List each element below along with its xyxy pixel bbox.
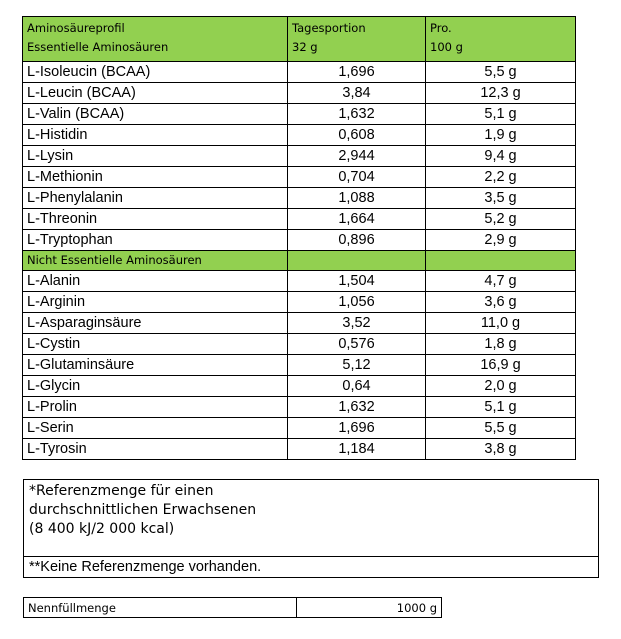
per100-value: 5,2 g (426, 209, 576, 230)
portion-value: 1,504 (288, 271, 426, 292)
per100-value: 16,9 g (426, 355, 576, 376)
amino-acid-name: L-Tyrosin (23, 439, 288, 460)
table-row (23, 334, 576, 355)
amino-acid-name: L-Threonin (23, 209, 288, 230)
portion-value: 1,632 (288, 397, 426, 418)
amino-acid-name: L-Cystin (23, 334, 288, 355)
table-row (23, 104, 576, 125)
header-per100-amount: 100 g (430, 40, 463, 54)
per100-value: 1,9 g (426, 125, 576, 146)
per100-value: 4,7 g (426, 271, 576, 292)
portion-value: 0,896 (288, 230, 426, 251)
section-empty-cell (288, 251, 426, 271)
table-row (23, 292, 576, 313)
table-row (23, 83, 576, 104)
table-row (23, 62, 576, 83)
per100-value: 5,1 g (426, 397, 576, 418)
portion-value: 1,088 (288, 188, 426, 209)
per100-value: 1,8 g (426, 334, 576, 355)
table-row (23, 355, 576, 376)
header-portion-cell (288, 17, 426, 62)
table-row (23, 376, 576, 397)
per100-value: 5,5 g (426, 418, 576, 439)
amino-acid-name: L-Asparaginsäure (23, 313, 288, 334)
amino-acid-name: L-Isoleucin (BCAA) (23, 62, 288, 83)
nonessential-section-title: Nicht Essentielle Aminosäuren (23, 251, 288, 271)
per100-value: 12,3 g (426, 83, 576, 104)
per100-value: 5,1 g (426, 104, 576, 125)
reference-line-1: *Referenzmenge für einen (29, 483, 214, 499)
section-empty-cell (426, 251, 576, 271)
amino-acid-name: L-Leucin (BCAA) (23, 83, 288, 104)
table-row (23, 125, 576, 146)
header-essential-title: Essentielle Aminosäuren (27, 40, 169, 54)
amino-acid-name: L-Prolin (23, 397, 288, 418)
header-per100-cell (426, 17, 576, 62)
header-profile-cell (23, 17, 288, 62)
per100-value: 2,0 g (426, 376, 576, 397)
no-reference-text: **Keine Referenzmenge vorhanden. (29, 559, 262, 575)
reference-note-box (23, 479, 599, 557)
amino-acid-name: L-Histidin (23, 125, 288, 146)
amino-acid-name: L-Phenylalanin (23, 188, 288, 209)
portion-value: 1,632 (288, 104, 426, 125)
header-portion-label: Tagesportion (292, 21, 366, 35)
portion-value: 5,12 (288, 355, 426, 376)
portion-value: 0,704 (288, 167, 426, 188)
table-header-row (23, 17, 576, 62)
header-per100-label: Pro. (430, 21, 452, 35)
amino-acid-name: L-Alanin (23, 271, 288, 292)
amino-acid-name: L-Glycin (23, 376, 288, 397)
amino-acid-name: L-Methionin (23, 167, 288, 188)
portion-value: 1,664 (288, 209, 426, 230)
amino-acid-name: L-Glutaminsäure (23, 355, 288, 376)
per100-value: 3,5 g (426, 188, 576, 209)
table-row (23, 418, 576, 439)
table-row (23, 209, 576, 230)
per100-value: 9,4 g (426, 146, 576, 167)
table-row (23, 397, 576, 418)
net-quantity-row (24, 598, 442, 618)
portion-value: 2,944 (288, 146, 426, 167)
per100-value: 3,6 g (426, 292, 576, 313)
net-quantity-value: 1000 g (297, 598, 442, 618)
section-header-row (23, 251, 576, 271)
portion-value: 0,608 (288, 125, 426, 146)
table-row (23, 188, 576, 209)
per100-value: 11,0 g (426, 313, 576, 334)
amino-acid-name: L-Lysin (23, 146, 288, 167)
portion-value: 1,056 (288, 292, 426, 313)
per100-value: 5,5 g (426, 62, 576, 83)
net-quantity-label: Nennfüllmenge (24, 598, 297, 618)
amino-acid-name: L-Arginin (23, 292, 288, 313)
per100-value: 2,2 g (426, 167, 576, 188)
portion-value: 1,696 (288, 418, 426, 439)
portion-value: 3,52 (288, 313, 426, 334)
portion-value: 0,576 (288, 334, 426, 355)
header-profile-title: Aminosäureprofil (27, 21, 125, 35)
table-row (23, 230, 576, 251)
portion-value: 0,64 (288, 376, 426, 397)
amino-acid-name: L-Tryptophan (23, 230, 288, 251)
reference-line-2: durchschnittlichen Erwachsenen (29, 502, 257, 518)
portion-value: 1,184 (288, 439, 426, 460)
per100-value: 3,8 g (426, 439, 576, 460)
header-portion-amount: 32 g (292, 40, 318, 54)
no-reference-note-box (23, 556, 599, 578)
table-row (23, 167, 576, 188)
portion-value: 1,696 (288, 62, 426, 83)
net-quantity-table (23, 597, 442, 618)
table-row (23, 313, 576, 334)
per100-value: 2,9 g (426, 230, 576, 251)
amino-acid-table (22, 16, 576, 460)
table-row (23, 439, 576, 460)
amino-acid-name: L-Serin (23, 418, 288, 439)
reference-line-3: (8 400 kJ/2 000 kcal) (29, 521, 175, 537)
table-row (23, 271, 576, 292)
portion-value: 3,84 (288, 83, 426, 104)
amino-acid-name: L-Valin (BCAA) (23, 104, 288, 125)
table-row (23, 146, 576, 167)
